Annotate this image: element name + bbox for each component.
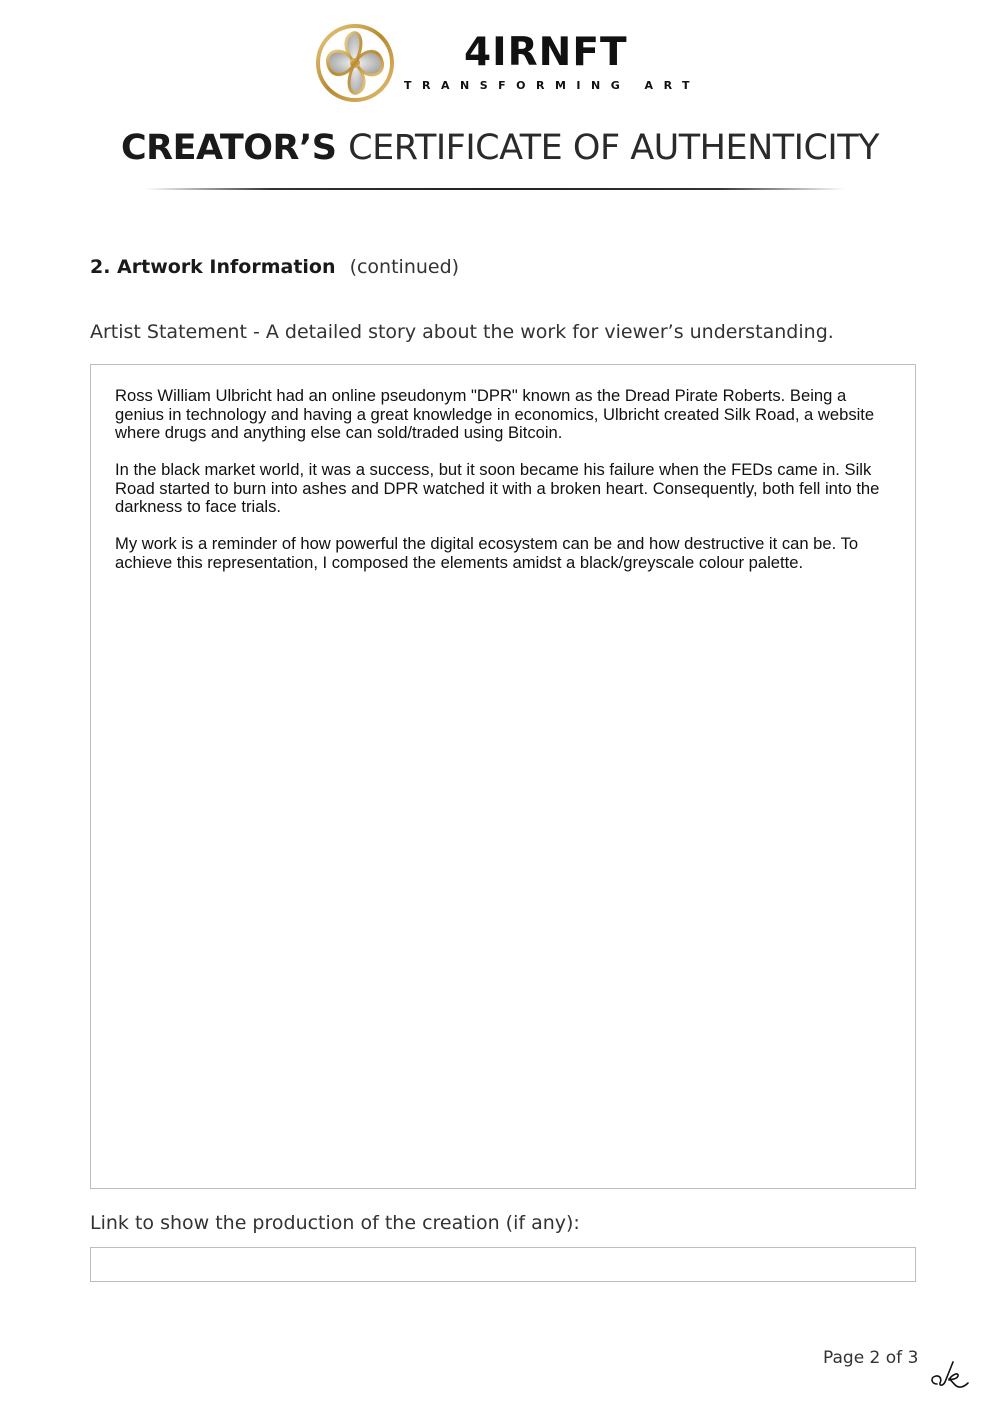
page-number: Page 2 of 3	[823, 1348, 919, 1368]
infinity-knot-logo-icon	[314, 22, 396, 104]
title-divider	[145, 188, 845, 190]
title-bold: CREATOR’S	[120, 128, 337, 168]
brand-name: 4IRNFT	[464, 30, 628, 75]
section-heading-note: (continued)	[349, 256, 460, 278]
brand-logo	[314, 22, 701, 104]
artist-statement-field[interactable]	[90, 364, 916, 1189]
section-heading-title: 2. Artwork Information	[90, 256, 336, 278]
production-link-field[interactable]	[90, 1247, 916, 1282]
statement-paragraph: In the black market world, it was a success, but it soon became his failure when the FEDs came in. Silk Road started to burn into ashes and DPR watched it with a broken heart. Consequently, both fell into the darkness to face trials.	[115, 460, 880, 516]
artist-statement-text	[115, 387, 895, 591]
brand-tagline: TRANSFORMING ART	[404, 79, 701, 92]
artist-statement-label: Artist Statement - A detailed story about the work for viewer’s understanding.	[90, 321, 834, 343]
statement-paragraph: My work is a reminder of how powerful the digital ecosystem can be and how destructive it can be. To achieve this representation, I composed the elements amidst a black/greyscale colour palette.	[115, 534, 859, 572]
signature-initials	[927, 1360, 971, 1394]
page-title	[0, 128, 1000, 168]
title-light: CERTIFICATE OF AUTHENTICITY	[348, 128, 880, 168]
statement-paragraph: Ross William Ulbricht had an online pseudonym "DPR" known as the Dread Pirate Roberts. Being a genius in technology and having a great knowledge in economics, Ulbricht created Silk Road, a website where drugs and anything else can sold/traded using Bitcoin.	[115, 386, 875, 442]
production-link-label: Link to show the production of the creation (if any):	[90, 1212, 580, 1234]
section-heading	[90, 256, 459, 278]
